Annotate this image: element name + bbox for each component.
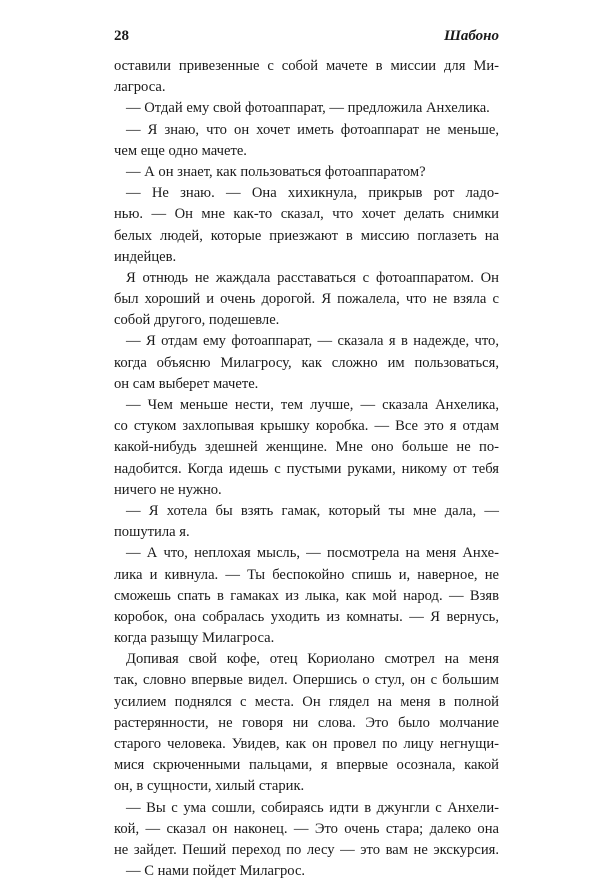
text-line: старого человека. Увидев, как он провел по лицу негнущи- xyxy=(114,736,499,752)
text-line: оставили привезенные с собой мачете в миссии для Ми- xyxy=(114,58,499,74)
text-line: белых людей, которые приезжают в миссию поглазеть на xyxy=(114,227,499,244)
text-line: сможешь спать в гамаках из лыка, как мой народ. — Взяв xyxy=(114,587,499,604)
text-line: собой другого, подешевле. xyxy=(114,312,280,329)
text-line: со стуком захлопывая крышку коробка. — Все это я отдам xyxy=(114,418,499,435)
text-line: когда объясню Милагросу, как сложно им пользоваться, xyxy=(114,354,499,371)
text-line: индейцев. xyxy=(114,248,177,265)
text-line: какой-нибудь здешней женщине. Мне оно больше не по- xyxy=(114,439,499,456)
text-line: — Я хотела бы взять гамак, который ты мне дала, — xyxy=(126,502,499,519)
running-title: Шабоно xyxy=(443,28,499,44)
text-line: лагроса. xyxy=(114,79,166,96)
text-line: ничего не нужно. xyxy=(114,481,222,498)
text-line: — Я знаю, что он хочет иметь фотоаппарат не меньше, xyxy=(126,121,499,138)
text-line: надобится. Когда идешь с пустыми руками, никому от тебя xyxy=(114,460,499,477)
text-line: — Не знаю. — Она хихикнула, прикрыв рот ладо- xyxy=(126,185,499,202)
text-line: — А что, неплохая мысль, — посмотрела на меня Анхе- xyxy=(126,545,499,562)
text-line: нью. — Он мне как-то сказал, что хочет делать снимки xyxy=(114,206,499,223)
text-line: он, в сущности, хилый старик. xyxy=(114,778,305,795)
text-line: — Я отдам ему фотоаппарат, — сказала я в надежде, что, xyxy=(126,333,499,350)
text-line: Я отнюдь не жаждала расставаться с фотоаппаратом. Он xyxy=(126,269,499,286)
text-line: растерянности, не говоря ни слова. Это было молчание xyxy=(114,714,499,731)
page-header xyxy=(114,28,499,50)
text-line: так, словно впервые видел. Опершись о стул, он с большим xyxy=(114,672,499,689)
text-line: — Отдай ему свой фотоаппарат, — предложила Анхелика. xyxy=(126,100,490,117)
text-line: он сам выберет мачете. xyxy=(114,375,259,392)
text-line: — Вы с ума сошли, собираясь идти в джунгли с Анхели- xyxy=(126,799,499,816)
text-line: чем еще одно мачете. xyxy=(114,142,247,159)
text-line: пошутила я. xyxy=(114,524,190,541)
text-line: кой, — сказал он наконец. — Это очень стара; далеко она xyxy=(114,820,499,837)
text-line: был хороший и очень дорогой. Я пожалела, что не взяла с xyxy=(114,291,499,308)
text-line: когда разыщу Милагроса. xyxy=(114,630,275,647)
text-line: коробок, она собралась уходить из комнаты. — Я вернусь, xyxy=(114,608,499,625)
text-line: мися скрюченными пальцами, я впервые осознала, какой xyxy=(114,757,499,774)
body-text xyxy=(114,56,499,882)
text-line: — Чем меньше нести, тем лучше, — сказала Анхелика, xyxy=(126,397,499,413)
text-line: — А он знает, как пользоваться фотоаппаратом? xyxy=(126,163,426,180)
text-line: усилием поднялся с места. Он глядел на меня в полной xyxy=(114,693,499,710)
page-number: 28 xyxy=(114,28,129,44)
text-line: лика и кивнула. — Ты беспокойно спишь и, наверное, не xyxy=(114,566,499,583)
text-line: Допивая свой кофе, отец Кориолано смотрел на меня xyxy=(126,651,499,668)
text-line: — С нами пойдет Милагрос. xyxy=(126,863,306,880)
text-line: не зайдет. Пеший переход по лесу — это вам не экскурсия. xyxy=(114,841,499,858)
